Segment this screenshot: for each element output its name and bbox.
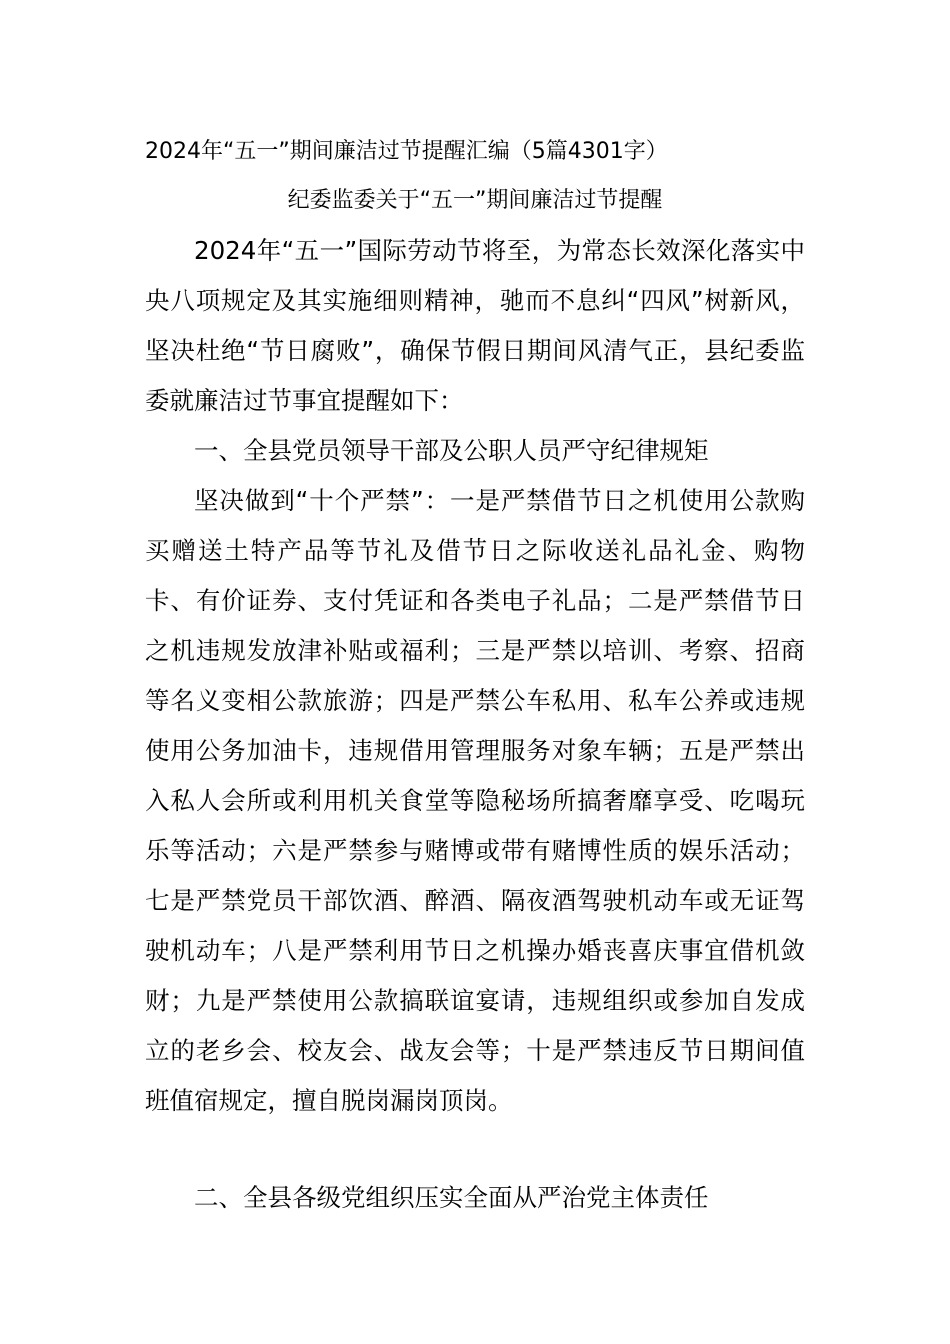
document-subtitle: 纪委监委关于“五一”期间廉洁过节提醒	[287, 188, 663, 213]
section-heading: 一、全县党员领导干部及公职人员严守纪律规矩	[194, 436, 709, 465]
section-heading: 二、全县各级党组织压实全面从严治党主体责任	[194, 1183, 709, 1212]
document-title: 2024年“五一”期间廉洁过节提醒汇编（5篇4301字）	[145, 139, 668, 164]
intro-paragraph: 2024年“五一”国际劳动节将至，为常态长效深化落实中央八项规定及其实施细则精神，驰而不息纠“四风”树新风，坚决杜绝“节日腐败”，确保节假日期间风清气正，县纪委监委就廉洁过节事宜提醒如下：	[145, 236, 805, 415]
section-paragraph: 坚决做到“十个严禁”：一是严禁借节日之机使用公款购买赠送土特产品等节礼及借节日之际收送礼品礼金、购物卡、有价证券、支付凭证和各类电子礼品；二是严禁借节日之机违规发放津补贴或福利；三是严禁以培训、考察、招商等名义变相公款旅游；四是严禁公车私用、私车公养或违规使用公务加油卡，违规借用管理服务对象车辆；五是严禁出入私人会所或利用机关食堂等隐秘场所搞奢靡享受、吃喝玩乐等活动；六是严禁参与赌博或带有赌博性质的娱乐活动；七是严禁党员干部饮酒、醉酒、隔夜酒驾驶机动车或无证驾驶机动车；八是严禁利用节日之机操办婚丧喜庆事宜借机敛财；九是严禁使用公款搞联谊宴请，违规组织或参加自发成立的老乡会、校友会、战友会等；十是严禁违反节日期间值班值宿规定，擅自脱岗漏岗顶岗。	[145, 486, 805, 1115]
